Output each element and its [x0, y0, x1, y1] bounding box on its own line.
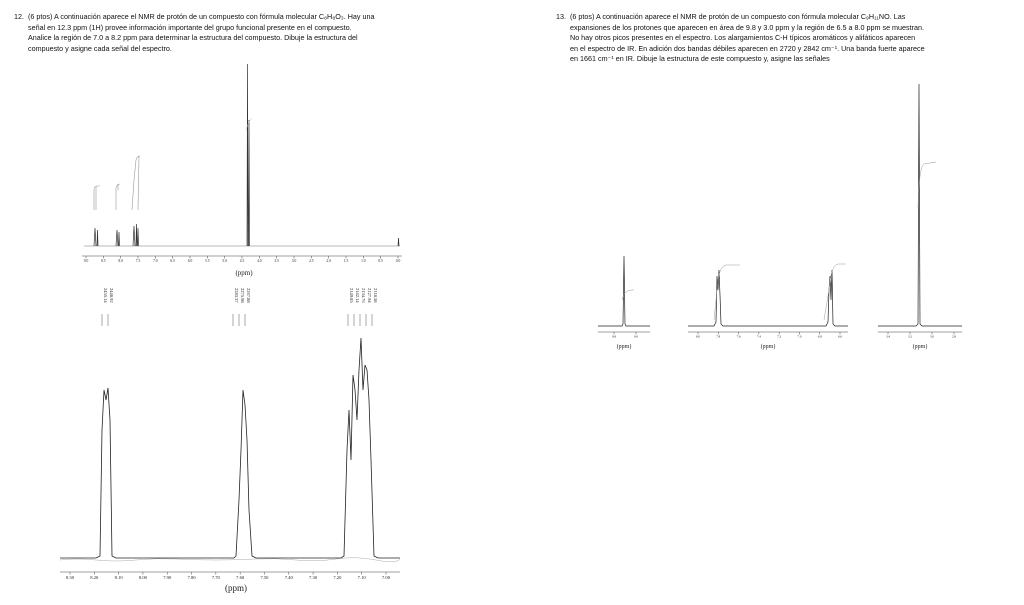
axis-tick-label: 7.60 [236, 575, 245, 581]
axis-tick-label: 3.4 [886, 334, 890, 339]
q12-peak-label: 2283.37 [234, 288, 239, 303]
q13-panel-aldehyde [596, 250, 652, 358]
axis-tick-label: 1.5 [343, 259, 349, 264]
axis-tick-label: 7.00 [381, 575, 391, 581]
axis-tick-label: 0.0 [395, 259, 401, 264]
q12-expansion-peak-labels [60, 286, 460, 328]
axis-tick-label: 2.0 [326, 259, 331, 264]
axis-tick-label: 7.6 [736, 334, 741, 339]
question-13-line: en el espectro de IR. En adición dos bandas débiles aparecen en 2720 y 2842 cm⁻¹. Una banda fuerte aparece [570, 43, 925, 53]
axis-tick-label: 7.50 [260, 575, 269, 581]
q13-panel-aliphatic-ticks [886, 332, 956, 339]
q12-peak-label: 2455.14 [103, 288, 108, 303]
question-13-line: expansiones de los protones que aparecen en área de 9.8 y 3.0 ppm y la región de 6.5 a 8.0 ppm se muestran. [570, 22, 925, 32]
q13-panel-aromatic-ticks [696, 332, 842, 339]
axis-tick-label: 7.2 [777, 334, 782, 339]
axis-tick-label: 7.30 [309, 575, 318, 581]
axis-tick-label: 3.5 [274, 259, 279, 264]
axis-tick-label: 6.5 [170, 259, 175, 264]
q13-panel-aromatic [686, 250, 852, 358]
axis-tick-label: 5.0 [222, 259, 227, 264]
axis-tick-label: 3.2 [908, 334, 912, 339]
q12-expansion-axis-label: (ppm) [225, 583, 247, 593]
question-13-line: No hay otros picos presentes en el espectro. Los alargamientos C-H típicos aromáticos y alifáticos aparecen [570, 33, 916, 43]
q12-peak-label: 2267.88 [246, 288, 251, 303]
question-13-line: (6 ptos) A continuación aparece el NMR de protón de un compuesto con fórmula molecular C₉H₁₁NO. Las [570, 12, 906, 21]
axis-tick-label: 6.8 [817, 334, 822, 339]
axis-tick-label: 8.30 [65, 575, 75, 581]
question-12-text [28, 12, 514, 54]
q13-panel-aliphatic [874, 78, 966, 358]
question-13-line: en 1661 cm⁻¹ en IR. Dibuje la estructura de este compuesto y, asigne las señales [570, 54, 830, 64]
question-12-number: 12. [14, 12, 24, 21]
axis-tick-label: 8.0 [118, 259, 123, 264]
axis-tick-label: 4.5 [239, 259, 245, 264]
q12-peak-label: 2142.14 [355, 288, 360, 303]
question-12-line: Analice la región de 7.0 a 8.2 ppm para determinar la estructura del compuesto. Dibuje la estructura del [28, 33, 358, 43]
axis-tick-label: 7.90 [163, 575, 172, 581]
q12-full-axis-label: (ppm) [235, 269, 253, 277]
axis-tick-label: 8.00 [138, 575, 147, 581]
axis-tick-label: 8.20 [90, 575, 99, 581]
question-12-line: (6 ptos) A continuación aparece el NMR de protón de un compuesto con fórmula molecular C₈H₈O₃. Hay una [28, 12, 375, 21]
axis-tick-label: 2.5 [309, 259, 314, 264]
axis-tick-label: 3.0 [930, 334, 934, 339]
axis-tick-label: 9.6 [634, 334, 638, 339]
q12-full-axis-ticks [84, 256, 401, 263]
axis-tick-label: 7.20 [333, 575, 342, 581]
axis-tick-label: 8.5 [101, 259, 106, 264]
axis-tick-label: 0.5 [378, 259, 383, 264]
q12-full-peaks [94, 64, 399, 246]
axis-tick-label: 9.0 [83, 259, 89, 264]
axis-tick-label: 4.0 [257, 259, 262, 264]
q12-peak-label: 2127.94 [367, 288, 372, 303]
question-13-text [570, 12, 1016, 65]
q13-panel-aldehyde-ticks [612, 332, 638, 339]
axis-tick-label: 2.8 [952, 334, 956, 339]
question-12-line: señal en 12.3 ppm (1H) provee información importante del grupo funcional presente en el compuesto. [28, 22, 352, 32]
axis-tick-label: 7.5 [135, 259, 141, 264]
q12-expansion-axis-ticks [66, 572, 391, 580]
q12-expansion-trace [60, 338, 400, 558]
q12-peak-label: 2275.98 [240, 288, 245, 303]
q12-peak-label: 2448.92 [109, 288, 114, 303]
axis-tick-label: 7.80 [187, 575, 196, 581]
q12-peak-label: 2149.85 [349, 288, 354, 303]
axis-tick-label: 5.5 [205, 259, 210, 264]
axis-tick-label: 1.0 [361, 259, 366, 264]
q12-integration-curves [94, 156, 140, 210]
axis-tick-label: 7.8 [716, 334, 721, 339]
q13-panel-aromatic-label: (ppm) [760, 344, 776, 350]
axis-tick-label: 7.0 [797, 334, 802, 339]
axis-tick-label: 6.6 [838, 334, 842, 339]
q12-peak-label: 2118.58 [373, 288, 378, 303]
question-12 [14, 12, 514, 54]
q13-panel-aliphatic-label: (ppm) [912, 344, 928, 350]
q13-panel-aldehyde-label: (ppm) [616, 344, 632, 350]
axis-tick-label: 9.8 [612, 334, 616, 339]
axis-tick-label: 3.0 [291, 259, 297, 264]
question-12-line: compuesto y asigne cada señal del espectro. [28, 43, 172, 53]
question-13 [556, 12, 1016, 65]
axis-tick-label: 7.10 [357, 575, 366, 581]
q12-peak-label: 2134.76 [361, 288, 366, 303]
question-13-number: 13. [556, 12, 566, 21]
q12-expansion-spectrum [56, 330, 406, 598]
axis-tick-label: 7.70 [211, 575, 220, 581]
axis-tick-label: 8.10 [114, 575, 123, 581]
axis-tick-label: 7.0 [153, 259, 158, 264]
axis-tick-label: 8.0 [696, 334, 700, 339]
axis-tick-label: 7.40 [284, 575, 293, 581]
axis-tick-label: 7.4 [756, 334, 761, 339]
axis-tick-label: 6.0 [187, 259, 193, 264]
q12-full-spectrum [78, 60, 410, 280]
